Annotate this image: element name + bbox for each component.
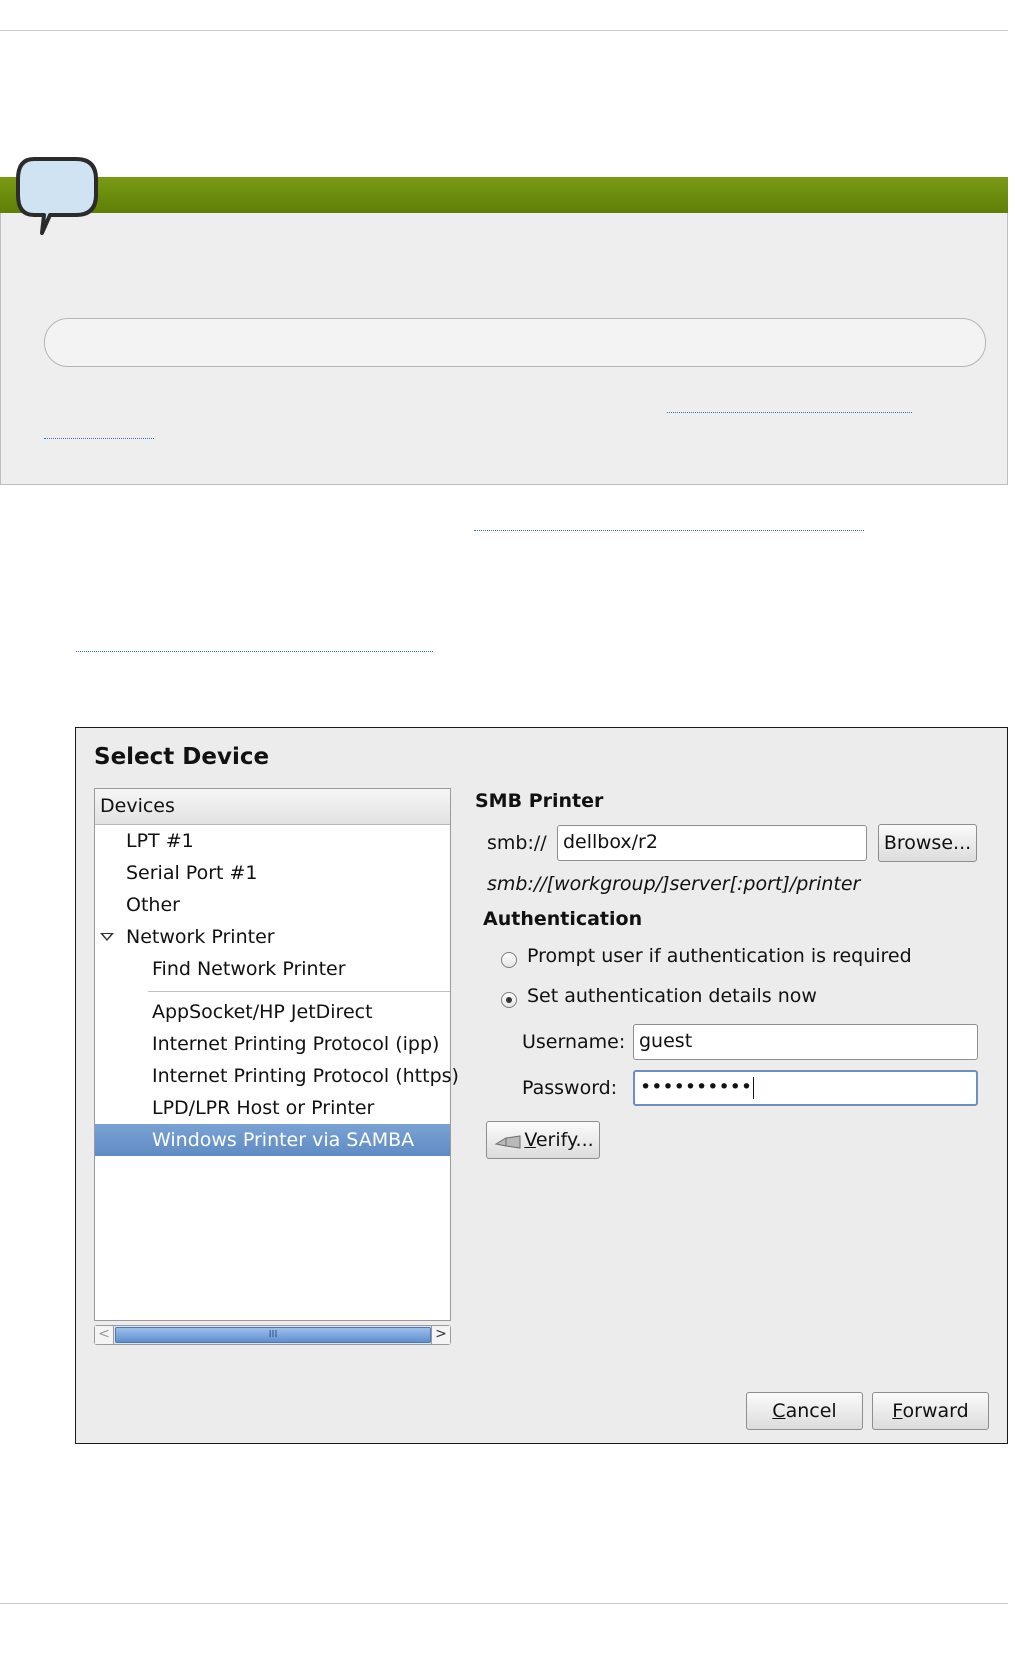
smb-printer-heading: SMB Printer <box>475 790 604 812</box>
device-ipp-https[interactable]: Internet Printing Protocol (https) <box>152 1065 459 1087</box>
device-serial-port1[interactable]: Serial Port #1 <box>126 862 258 884</box>
note-header-bar <box>0 177 1008 213</box>
set-auth-label[interactable]: Set authentication details now <box>527 985 817 1007</box>
device-other[interactable]: Other <box>126 894 180 916</box>
devices-column-header[interactable]: Devices <box>95 789 450 825</box>
device-appsocket[interactable]: AppSocket/HP JetDirect <box>152 1001 373 1023</box>
prompt-auth-label[interactable]: Prompt user if authentication is required <box>527 945 912 967</box>
key-icon <box>494 1132 522 1150</box>
figure-link[interactable] <box>76 651 433 652</box>
forward-mnemonic: F <box>892 1400 903 1422</box>
device-lpt1[interactable]: LPT #1 <box>126 830 194 852</box>
dialog-title: Select Device <box>94 744 270 770</box>
select-device-dialog <box>75 727 1008 1444</box>
prompt-auth-radio[interactable] <box>501 952 517 968</box>
device-network-printer-label: Network Printer <box>126 926 275 948</box>
password-mask: •••••••••• <box>640 1076 753 1098</box>
note-link-continued[interactable] <box>44 438 154 439</box>
device-list-separator <box>148 991 450 992</box>
verify-mnemonic: V <box>524 1129 536 1151</box>
verify-button[interactable] <box>486 1121 600 1159</box>
speech-bubble-icon <box>14 155 100 247</box>
body-link[interactable] <box>474 530 864 531</box>
device-find-network-printer[interactable]: Find Network Printer <box>152 958 346 980</box>
authentication-heading: Authentication <box>483 908 643 930</box>
top-rule <box>0 30 1008 31</box>
bottom-rule <box>0 1603 1008 1604</box>
devices-horizontal-scrollbar[interactable] <box>94 1325 451 1345</box>
browse-button[interactable]: Browse... <box>878 824 977 862</box>
username-label: Username: <box>522 1031 626 1053</box>
devices-tree[interactable] <box>94 788 459 1321</box>
set-auth-radio[interactable] <box>501 992 517 1008</box>
forward-button[interactable] <box>872 1392 989 1430</box>
device-network-printer[interactable] <box>95 921 450 953</box>
cancel-mnemonic: C <box>772 1400 786 1422</box>
forward-label: orward <box>902 1400 969 1422</box>
device-lpd-lpr[interactable]: LPD/LPR Host or Printer <box>152 1097 375 1119</box>
scrollbar-thumb[interactable]: III <box>115 1327 431 1343</box>
username-input[interactable]: guest <box>633 1024 978 1060</box>
smb-format-hint: smb://[workgroup/]server[:port]/printer <box>487 873 861 895</box>
expander-arrow-icon[interactable] <box>100 933 114 941</box>
cancel-label: ancel <box>785 1400 837 1422</box>
text-caret <box>753 1077 754 1099</box>
cancel-button[interactable] <box>746 1392 863 1430</box>
smb-uri-input[interactable]: dellbox/r2 <box>557 825 867 861</box>
device-windows-samba[interactable]: Windows Printer via SAMBA <box>95 1124 450 1156</box>
note-content-field <box>44 318 986 367</box>
scroll-right-button[interactable]: > <box>431 1326 450 1344</box>
password-input[interactable] <box>633 1070 978 1106</box>
scroll-left-button[interactable]: < <box>95 1326 114 1344</box>
password-label: Password: <box>522 1077 618 1099</box>
note-link[interactable] <box>667 412 912 413</box>
smb-prefix-label: smb:// <box>487 832 547 854</box>
verify-label: erify... <box>535 1129 594 1151</box>
device-ipp[interactable]: Internet Printing Protocol (ipp) <box>152 1033 440 1055</box>
